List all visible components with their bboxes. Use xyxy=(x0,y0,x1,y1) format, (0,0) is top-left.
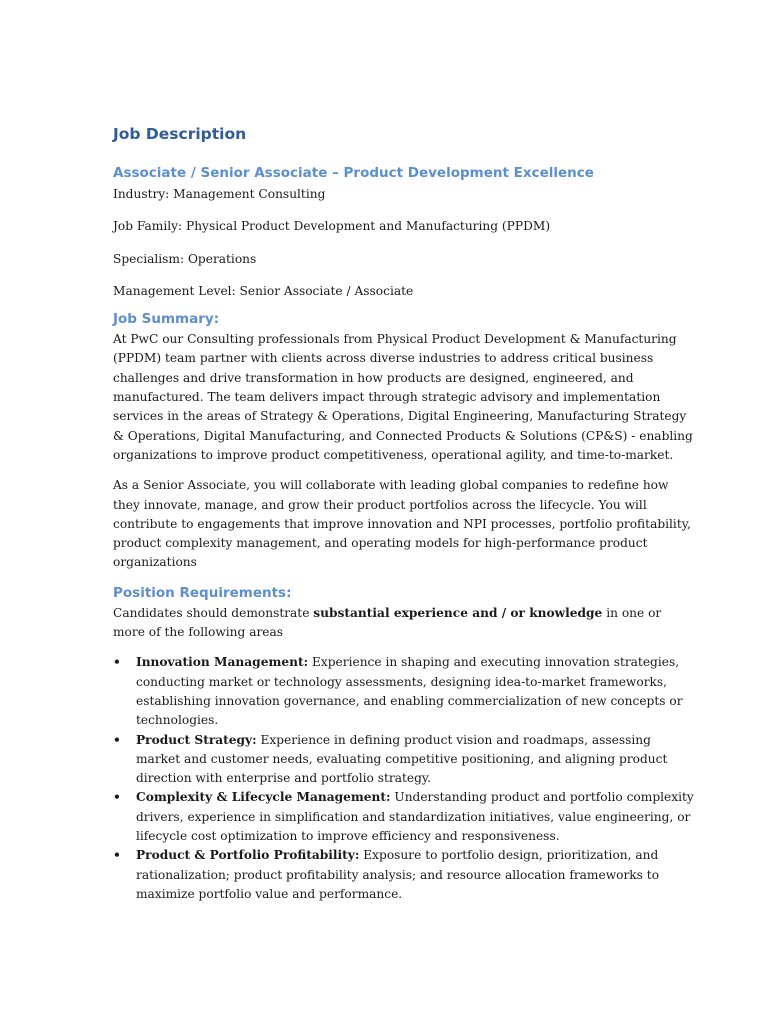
requirements-intro-start: Candidates should demonstrate xyxy=(113,605,314,620)
management-level-line: Management Level: Senior Associate / Associate xyxy=(113,283,414,298)
requirement-text: Experience in defining product vision and roadmaps, assessing market and customer needs, evaluating competitive positioning, and aligning product direction with enterprise and portfolio strategy. xyxy=(136,732,668,786)
industry-line: Industry: Management Consulting xyxy=(113,187,326,201)
list-item xyxy=(113,731,694,789)
bullet-icon: • xyxy=(113,655,121,670)
requirement-term: Product & Portfolio Profitability: xyxy=(136,848,360,863)
bullet-icon: • xyxy=(113,790,121,805)
job-title: Associate / Senior Associate – Product Development Excellence xyxy=(113,165,594,181)
requirement-text: Understanding product and portfolio complexity drivers, experience in simplification and standardization initiatives, value engineering, or lifecycle cost optimization to improve efficiency and responsiveness. xyxy=(136,790,694,844)
job-summary-paragraph-1: At PwC our Consulting professionals from Physical Product Development & Manufacturing (PPDM) team partner with clients across diverse industries to address critical business challenges and drive transformation in how products are designed, engineered, and manufactured. The team delivers impact through strategic advisory and implementation services in the areas of Strategy & Operations, Digital Engineering, Manufacturing Strategy & Operations, Digital Manufacturing, and Connected Products & Solutions (CP&S) - enabling organizations to improve product competitiveness, operational agility, and time-to-market. xyxy=(113,332,693,462)
requirement-text: Experience in shaping and executing innovation strategies, conducting market or technology assessments, designing idea-to-market frameworks, establishing innovation governance, and enabling commercialization of new concepts or technologies. xyxy=(136,655,683,728)
requirement-term: Complexity & Lifecycle Management: xyxy=(136,790,391,805)
specialism-line: Specialism: Operations xyxy=(113,251,257,266)
list-item xyxy=(113,846,694,904)
job-family-line: Job Family: Physical Product Development and Manufacturing (PPDM) xyxy=(113,219,551,234)
position-requirements-heading: Position Requirements: xyxy=(113,584,292,601)
bullet-icon: • xyxy=(113,732,121,747)
requirements-intro-emphasis: substantial experience and / or knowledge xyxy=(313,605,603,620)
requirement-term: Product Strategy: xyxy=(136,732,257,747)
requirements-list xyxy=(113,653,694,904)
document-heading: Job Description xyxy=(113,125,247,143)
list-item xyxy=(113,788,694,846)
requirement-text: Exposure to portfolio design, prioritization, and rationalization; product profitability analysis; and resource allocation frameworks to maximize portfolio value and performance. xyxy=(136,848,660,901)
job-summary-heading: Job Summary: xyxy=(113,311,220,328)
requirements-intro-end: in one or more of the following areas xyxy=(113,605,662,640)
requirement-term: Innovation Management: xyxy=(136,655,309,670)
job-summary-paragraph-2: As a Senior Associate, you will collaborate with leading global companies to redefine how they innovate, manage, and grow their product portfolios across the lifecycle. You will contribute to engagements that improve innovation and NPI processes, portfolio profitability, product complexity management, and operating models for high-performance product organizations xyxy=(113,478,691,570)
list-item xyxy=(113,653,694,730)
bullet-icon: • xyxy=(113,848,121,863)
requirements-intro xyxy=(113,604,694,643)
